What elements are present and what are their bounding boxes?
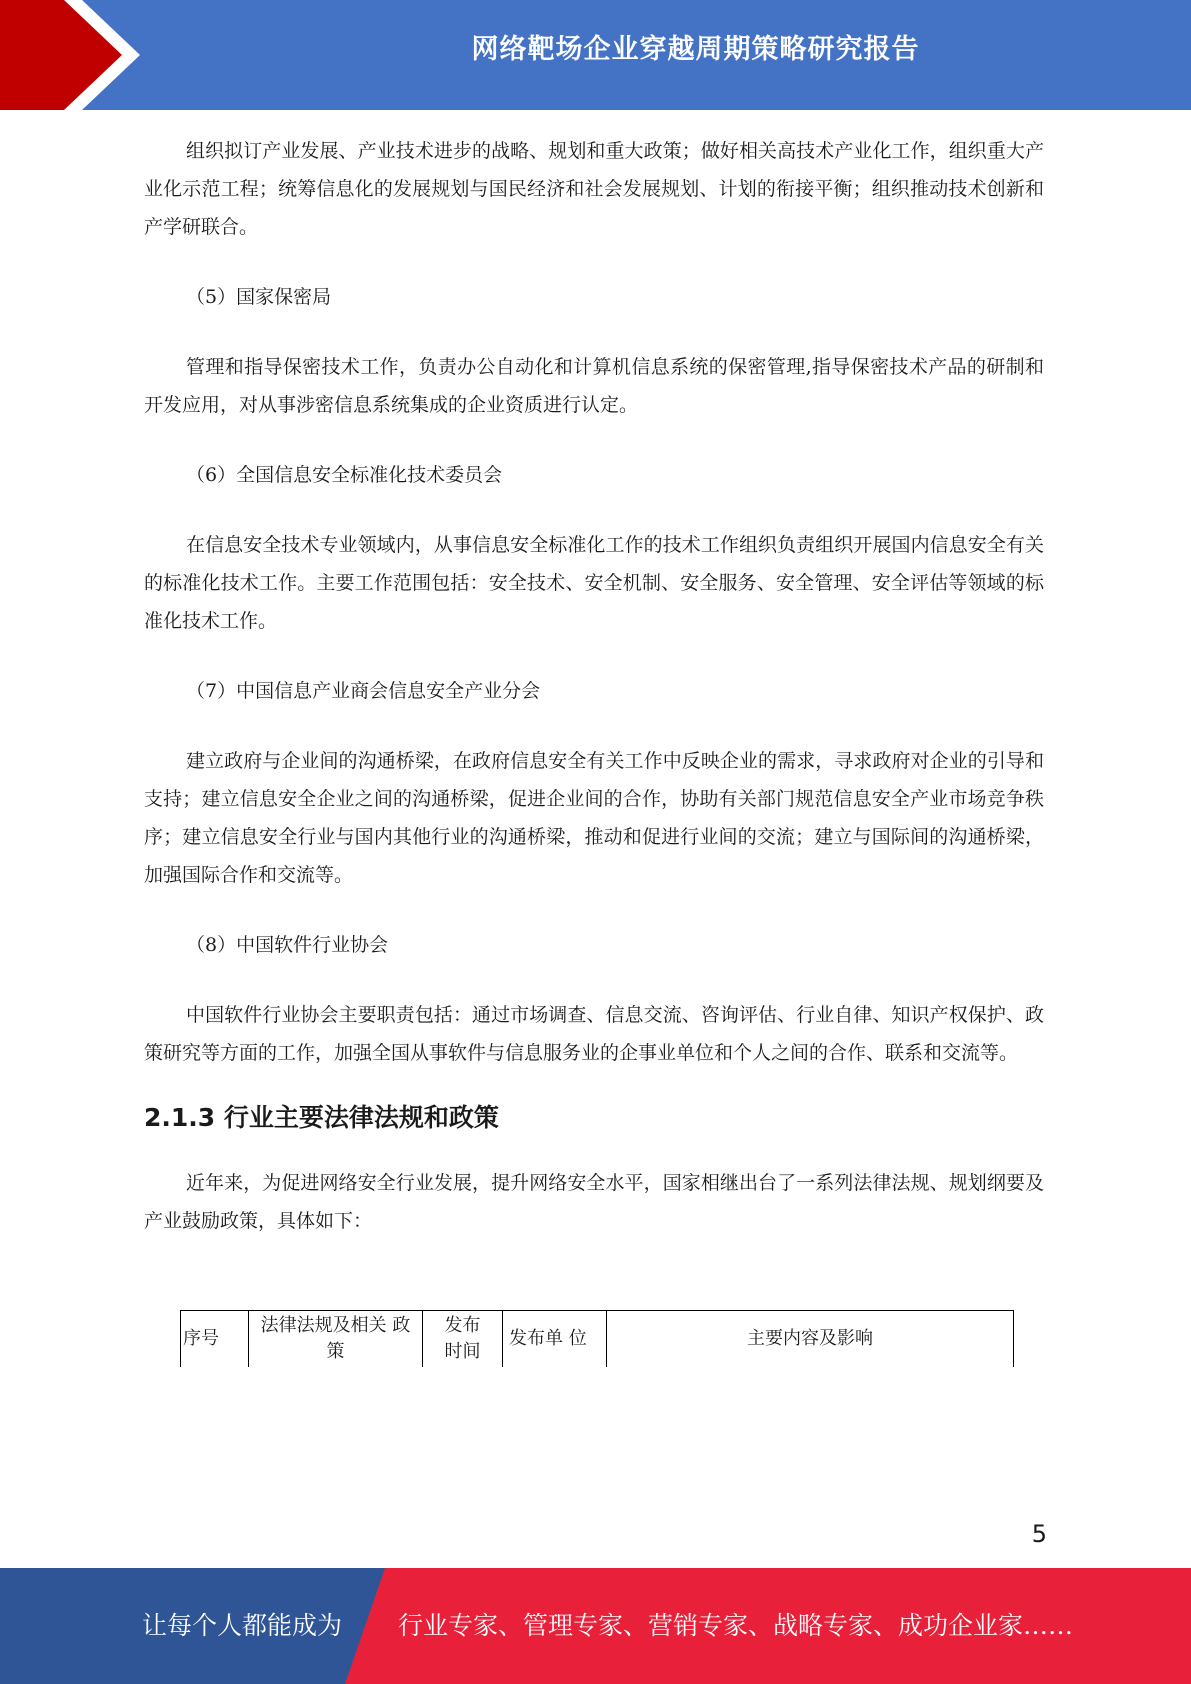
paragraph-9: 近年来，为促进网络安全行业发展，提升网络安全水平，国家相继出台了一系列法律法规、规划纲要及产业鼓励政策，具体如下：: [144, 1172, 1044, 1232]
header-time-line2: 时间: [444, 1341, 481, 1362]
page-footer: [0, 1568, 1191, 1684]
paragraph-7: 建立政府与企业间的沟通桥梁，在政府信息安全有关工作中反映企业的需求，寻求政府对企业的引导和支持；建立信息安全企业之间的沟通桥梁，促进企业间的合作，协助有关部门规范信息安全产业市场竞争秩序；建立信息安全行业与国内其他行业的沟通桥梁，推动和促进行业间的交流；建立与国际间的沟通桥梁，加强国际合作和交流等。: [144, 750, 1044, 886]
header-content: 主要内容及影响: [747, 1328, 873, 1349]
subheading-7: （7）中国信息产业商会信息安全产业分会: [186, 680, 541, 702]
document-body: [144, 132, 1044, 1240]
header-time-line1: 发布: [444, 1315, 481, 1336]
footer-slogan-left: 让每个人都能成为: [142, 1611, 343, 1640]
header-red-chevron: [0, 0, 150, 110]
policy-table-header: [180, 1310, 1014, 1367]
header-time: [423, 1311, 503, 1367]
header-law-line1: 法律法规及相关 政: [260, 1315, 411, 1336]
header-law-line2: 策: [326, 1341, 345, 1362]
subheading-8: （8）中国软件行业协会: [186, 934, 389, 956]
subheading-5: （5）国家保密局: [186, 286, 332, 308]
paragraph-1: 组织拟订产业发展、产业技术进步的战略、规划和重大政策；做好相关高技术产业化工作，组织重大产业化示范工程；统筹信息化的发展规划与国民经济和社会发展规划、计划的衔接平衡；组织推动技术创新和产学研联合。: [144, 140, 1044, 238]
page-number: 5: [1031, 1520, 1047, 1548]
header-no: 序号: [181, 1311, 249, 1367]
report-title: 网络靶场企业穿越周期策略研究报告: [471, 34, 920, 65]
paragraph-6: 在信息安全技术专业领域内，从事信息安全标准化工作的技术工作组织负责组织开展国内信息安全有关的标准化技术工作。主要工作范围包括：安全技术、安全机制、安全服务、安全管理、安全评估等领域的标准化技术工作。: [144, 534, 1044, 632]
paragraph-5: 管理和指导保密技术工作，负责办公自动化和计算机信息系统的保密管理,指导保密技术产品的研制和开发应用，对从事涉密信息系统集成的企业资质进行认定。: [144, 356, 1044, 416]
section-heading: 2.1.3 行业主要法律法规和政策: [144, 1103, 499, 1132]
page-header: [0, 0, 1191, 110]
header-unit: 发布单 位: [503, 1311, 607, 1367]
paragraph-8: 中国软件行业协会主要职责包括：通过市场调查、信息交流、咨询评估、行业自律、知识产权保护、政策研究等方面的工作，加强全国从事软件与信息服务业的企事业单位和个人之间的合作、联系和交流等。: [144, 1004, 1044, 1064]
header-law: [249, 1311, 423, 1367]
subheading-6: （6）全国信息安全标准化技术委员会: [186, 464, 503, 486]
footer-slogan-right: 行业专家、管理专家、营销专家、战略专家、成功企业家……: [398, 1611, 1074, 1640]
